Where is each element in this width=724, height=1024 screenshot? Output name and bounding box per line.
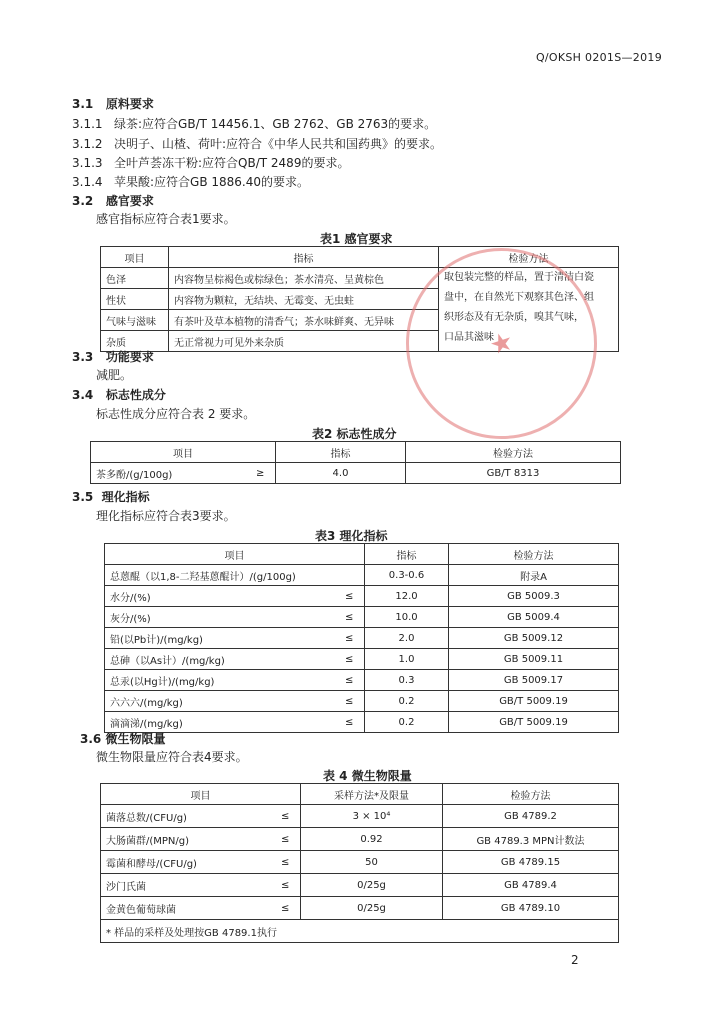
row-item: 灰分/(%): [105, 607, 335, 628]
method-line: 取包装完整的样品，置于清洁白瓷: [444, 272, 594, 283]
row-operator: ≤: [335, 607, 365, 628]
row-value: 10.0: [365, 607, 449, 628]
clause-number: 3.1.2: [72, 137, 103, 151]
company-seal: ★: [381, 223, 622, 464]
row-method: GB 5009.12: [449, 628, 619, 649]
row-method: GB 5009.3: [449, 586, 619, 607]
table4-caption: 表 4 微生物限量: [323, 769, 412, 783]
table-3: [104, 543, 619, 733]
section-text: 减肥。: [96, 368, 133, 382]
table-footnote: * 样品的采样及处理按GB 4789.1执行: [101, 920, 619, 943]
row-item: 茶多酚/(g/100g): [91, 463, 246, 484]
row-value: 4.0: [276, 463, 406, 484]
row-operator: ≤: [271, 874, 301, 897]
row-spec: 无正常视力可见外来杂质: [169, 331, 439, 352]
row-spec: 内容物呈棕褐色或棕绿色；茶水清亮、呈黄棕色: [169, 268, 439, 289]
row-operator: ≤: [335, 691, 365, 712]
table-row: [91, 463, 621, 484]
clause-text: 苹果酸:应符合GB 1886.40的要求。: [114, 175, 310, 189]
section-number: 3.1: [72, 97, 94, 111]
table2-caption: 表2 标志性成分: [312, 427, 397, 441]
table-row: [101, 851, 619, 874]
row-operator: ≤: [271, 805, 301, 828]
table1-caption: 表1 感官要求: [320, 232, 393, 246]
table-header: 指标: [169, 247, 439, 268]
row-item: 霉菌和酵母/(CFU/g): [101, 851, 271, 874]
row-operator: ≤: [335, 586, 365, 607]
table-row: [101, 897, 619, 920]
section-3-5: [72, 488, 150, 505]
row-operator: ≤: [271, 828, 301, 851]
row-operator: ≤: [271, 897, 301, 920]
table-header: 项目: [101, 784, 301, 805]
table-header: 指标: [276, 442, 406, 463]
row-value: 0.3: [365, 670, 449, 691]
table3-caption: 表3 理化指标: [315, 529, 388, 543]
table-header: 检验方法: [443, 784, 619, 805]
row-value: 3 × 10⁴: [301, 805, 443, 828]
table-header: 项目: [91, 442, 276, 463]
clause-3-1-1: [72, 115, 436, 132]
table-row: [101, 805, 619, 828]
table-row: [105, 565, 619, 586]
table-4: [100, 783, 619, 943]
row-operator: ≤: [335, 628, 365, 649]
row-operator: ≤: [335, 670, 365, 691]
section-3-1: [72, 95, 154, 112]
section-3-4: [72, 386, 166, 403]
row-item: 性状: [101, 289, 169, 310]
clause-3-1-3: [72, 154, 349, 171]
row-item: 大肠菌群/(MPN/g): [101, 828, 271, 851]
row-value: 0.2: [365, 712, 449, 733]
table-header: 项目: [101, 247, 169, 268]
row-method: GB/T 8313: [406, 463, 621, 484]
table-row: [105, 628, 619, 649]
section-number: 3.6: [80, 732, 102, 746]
method-line: 织形态及有无杂质，嗅其气味，: [444, 312, 584, 323]
section-number: 3.2: [72, 194, 94, 208]
method-line: 盘中，在自然光下观察其色泽、组: [444, 292, 594, 303]
row-method: GB 4789.10: [443, 897, 619, 920]
table-row: [105, 586, 619, 607]
row-method: GB 4789.4: [443, 874, 619, 897]
row-value: 12.0: [365, 586, 449, 607]
clause-3-1-4: [72, 173, 309, 190]
row-method: GB/T 5009.19: [449, 712, 619, 733]
row-item: 水分/(%): [105, 586, 335, 607]
table-header: 检验方法: [439, 247, 619, 268]
table-header: 检验方法: [406, 442, 621, 463]
row-item: 沙门氏菌: [101, 874, 271, 897]
section-title: 标志性成分: [105, 388, 166, 402]
table-row: [105, 712, 619, 733]
clause-3-1-2: [72, 135, 442, 152]
section-number: 3.3: [72, 350, 94, 364]
row-item: 气味与滋味: [101, 310, 169, 331]
table-row: [101, 920, 619, 943]
row-item: 色泽: [101, 268, 169, 289]
row-item: 六六六/(mg/kg): [105, 691, 335, 712]
row-value: 50: [301, 851, 443, 874]
clause-number: 3.1.3: [72, 156, 103, 170]
method-line: 口品其滋味: [444, 332, 494, 343]
row-value: 0/25g: [301, 897, 443, 920]
row-method: GB 5009.4: [449, 607, 619, 628]
row-method: GB 5009.17: [449, 670, 619, 691]
row-value: 0.2: [365, 691, 449, 712]
table-header: 项目: [105, 544, 365, 565]
clause-text: 绿茶:应符合GB/T 14456.1、GB 2762、GB 2763的要求。: [114, 117, 437, 131]
section-3-2: [72, 192, 154, 209]
section-intro: 标志性成分应符合表 2 要求。: [96, 407, 256, 421]
table-row: [105, 670, 619, 691]
table-header: 采样方法*及限量: [301, 784, 443, 805]
row-operator: ≥: [246, 463, 276, 484]
row-operator: ≤: [335, 649, 365, 670]
clause-number: 3.1.4: [72, 175, 103, 189]
page-number: 2: [571, 953, 579, 967]
row-operator: [335, 565, 365, 586]
standard-id: Q/OKSH 0201S—2019: [535, 51, 662, 64]
row-spec: 有茶叶及草本植物的清香气；茶水味鲜爽、无异味: [169, 310, 439, 331]
row-method: 附录A: [449, 565, 619, 586]
row-operator: ≤: [271, 851, 301, 874]
table-row: [105, 607, 619, 628]
section-title: 原料要求: [105, 97, 154, 111]
table-2: [90, 441, 621, 484]
row-method: GB/T 5009.19: [449, 691, 619, 712]
row-value: 0.3-0.6: [365, 565, 449, 586]
section-intro: 理化指标应符合表3要求。: [96, 509, 236, 523]
clause-text: 全叶芦荟冻干粉:应符合QB/T 2489的要求。: [114, 156, 350, 170]
row-method: GB 4789.15: [443, 851, 619, 874]
table-header: 检验方法: [449, 544, 619, 565]
clause-number: 3.1.1: [72, 117, 103, 131]
table-row: [105, 691, 619, 712]
section-intro: 微生物限量应符合表4要求。: [96, 750, 248, 764]
row-value: 2.0: [365, 628, 449, 649]
section-number: 3.5: [72, 490, 94, 504]
row-spec: 内容物为颗粒，无结块、无霉变、无虫蛀: [169, 289, 439, 310]
section-title: 感官要求: [105, 194, 154, 208]
table-header: 指标: [365, 544, 449, 565]
row-item: 滴滴涕/(mg/kg): [105, 712, 335, 733]
section-3-3: [72, 348, 154, 365]
clause-text: 决明子、山楂、荷叶:应符合《中华人民共和国药典》的要求。: [114, 137, 443, 151]
row-method: GB 4789.2: [443, 805, 619, 828]
table-row: [101, 828, 619, 851]
section-title: 微生物限量: [105, 732, 166, 746]
section-3-6: [80, 730, 165, 747]
row-value: 1.0: [365, 649, 449, 670]
table-row: [101, 874, 619, 897]
section-title: 功能要求: [105, 350, 154, 364]
row-item: 总汞(以Hg计)/(mg/kg): [105, 670, 335, 691]
row-item: 杂质: [101, 331, 169, 352]
row-method: GB 4789.3 MPN计数法: [443, 828, 619, 851]
row-item: 金黄色葡萄球菌: [101, 897, 271, 920]
row-value: 0/25g: [301, 874, 443, 897]
row-value: 0.92: [301, 828, 443, 851]
section-intro: 感官指标应符合表1要求。: [96, 212, 236, 226]
row-item: 铅(以Pb计)/(mg/kg): [105, 628, 335, 649]
row-operator: ≤: [335, 712, 365, 733]
row-item: 总蒽醌（以1,8-二羟基蒽醌计）/(g/100g): [105, 565, 335, 586]
section-number: 3.4: [72, 388, 94, 402]
table-row: [105, 649, 619, 670]
row-method: GB 5009.11: [449, 649, 619, 670]
section-title: 理化指标: [101, 490, 150, 504]
row-item: 总砷（以As计）/(mg/kg): [105, 649, 335, 670]
row-item: 菌落总数/(CFU/g): [101, 805, 271, 828]
